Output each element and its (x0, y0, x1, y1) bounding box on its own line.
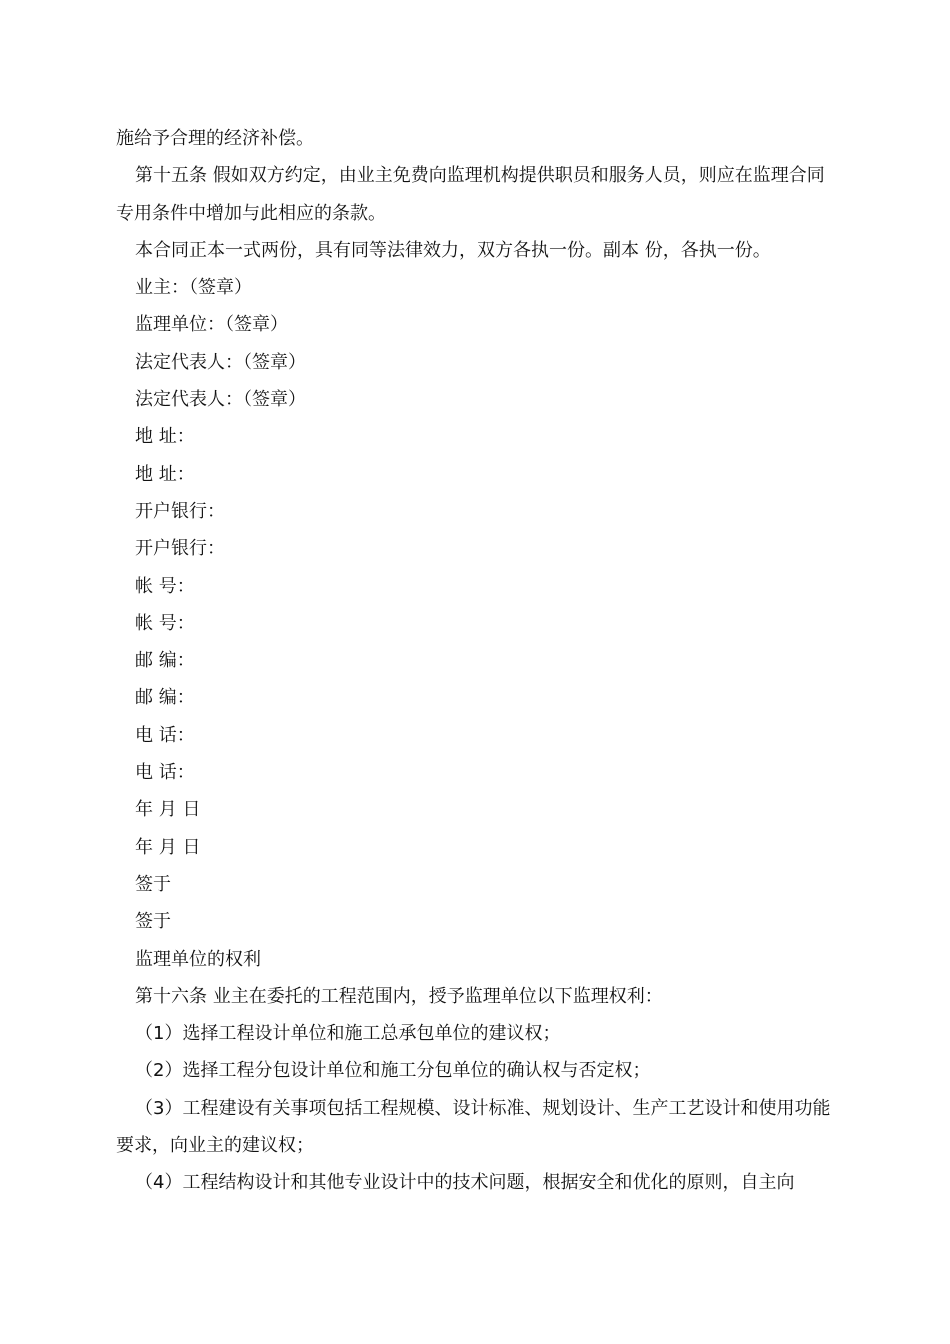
paragraph: 施给予合理的经济补偿。 (116, 128, 314, 149)
postcode-2: 邮 编： (135, 687, 195, 709)
address-2: 地 址： (135, 463, 195, 485)
date-1: 年 月 日 (135, 799, 201, 821)
paragraph-copies: 本合同正本一式两份，具有同等法律效力，双方各执一份。副本 份，各执一份。 (135, 239, 771, 261)
section-heading: 监理单位的权利 (135, 948, 261, 970)
signed-at-1: 签于 (135, 873, 171, 895)
postcode-1: 邮 编： (135, 650, 195, 672)
list-item-3: （3）工程建设有关事项包括工程规模、设计标准、规划设计、生产工艺设计和使用功能要求，向业主的建议权； (116, 1097, 831, 1157)
legal-representative-1: 法定代表人：（签章） (135, 351, 306, 373)
list-item-2: （2）选择工程分包设计单位和施工分包单位的确认权与否定权； (135, 1060, 651, 1082)
account-2: 帐 号： (135, 612, 195, 634)
signed-at-2: 签于 (135, 911, 171, 933)
address-1: 地 址： (135, 426, 195, 448)
paragraph-article-15: 第十五条 假如双方约定，由业主免费向监理机构提供职员和服务人员，则应在监理合同专用条件中增加与此相应的条款。 (116, 165, 825, 224)
phone-2: 电 话： (135, 762, 195, 784)
bank-2: 开户银行： (135, 538, 225, 560)
list-item-1: （1）选择工程设计单位和施工总承包单位的建议权； (135, 1023, 561, 1045)
bank-1: 开户银行： (135, 500, 225, 522)
date-2: 年 月 日 (135, 836, 201, 858)
signature-owner: 业主：（签章） (135, 277, 252, 299)
document-body (116, 120, 836, 1202)
account-1: 帐 号： (135, 575, 195, 597)
paragraph-article-16: 第十六条 业主在委托的工程范围内，授予监理单位以下监理权利： (135, 985, 663, 1007)
phone-1: 电 话： (135, 724, 195, 746)
signature-supervisor: 监理单位：（签章） (135, 314, 288, 336)
list-item-4: （4）工程结构设计和其他专业设计中的技术问题，根据安全和优化的原则，自主向 (135, 1172, 795, 1194)
legal-representative-2: 法定代表人：（签章） (135, 389, 306, 411)
